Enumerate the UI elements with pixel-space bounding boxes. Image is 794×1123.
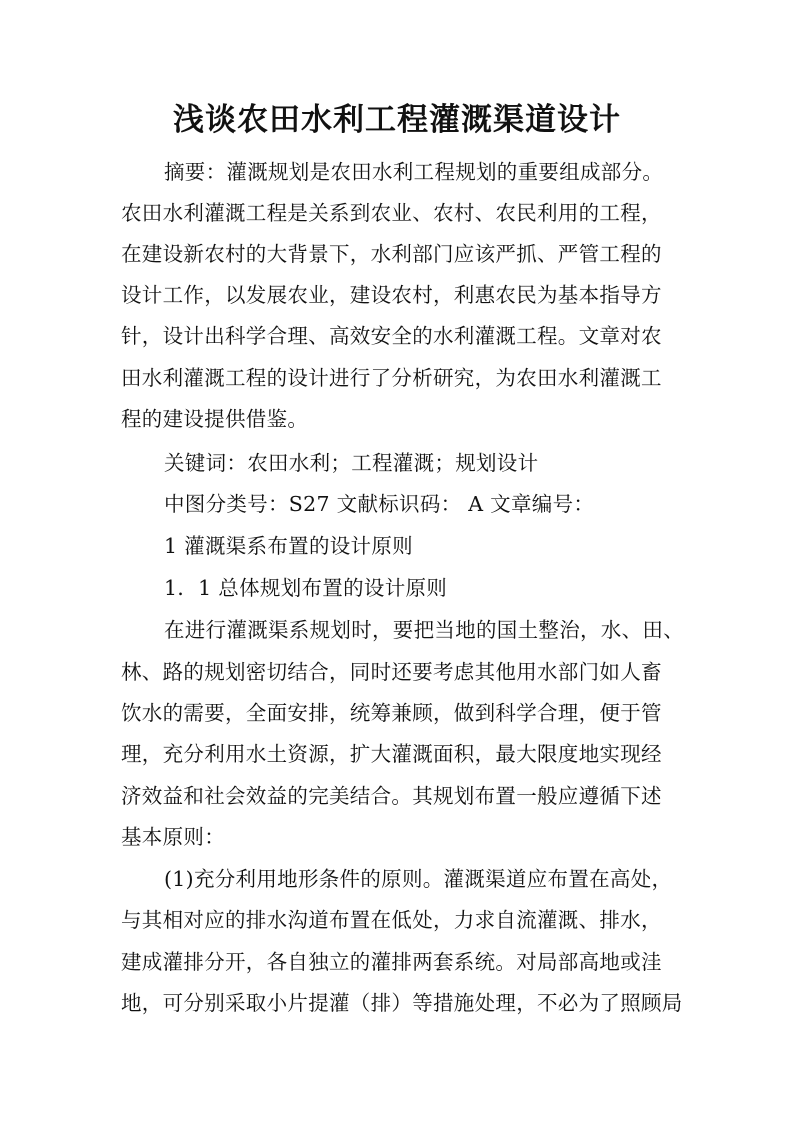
abstract-line: 程的建设提供借鉴。: [121, 407, 309, 431]
abstract-line: 摘要：灌溉规划是农田水利工程规划的重要组成部分。: [164, 160, 664, 184]
abstract-line: 农田水利灌溉工程是关系到农业、农村、农民利用的工程，: [121, 201, 662, 225]
body-line: 与其相对应的排水沟道布置在低处，力求自流灌溉、排水，: [121, 908, 662, 932]
body-line: 在进行灌溉渠系规划时，要把当地的国土整治，水、田、: [164, 618, 684, 642]
section-heading: 1 灌溉渠系布置的设计原则: [164, 534, 413, 558]
abstract-line: 设计工作，以发展农业，建设农村，利惠农民为基本指导方: [121, 283, 662, 307]
abstract-line: 在建设新农村的大背景下，水利部门应该严抓、严管工程的: [121, 242, 662, 266]
body-line: 地，可分别采取小片提灌（排）等措施处理，不必为了照顾局: [121, 991, 683, 1015]
classification-line: 中图分类号：S27 文献标识码： A 文章编号：: [164, 492, 595, 516]
subsection-heading: 1．1 总体规划布置的设计原则: [164, 576, 448, 600]
abstract-line: 田水利灌溉工程的设计进行了分析研究，为农田水利灌溉工: [121, 366, 662, 390]
body-line: 饮水的需要，全面安排，统筹兼顾，做到科学合理，便于管: [121, 701, 662, 725]
document-title: 浅谈农田水利工程灌溉渠道设计: [173, 102, 621, 138]
body-line: 建成灌排分开，各自独立的灌排两套系统。对局部高地或洼: [121, 950, 662, 974]
body-line: 基本原则：: [121, 825, 225, 849]
body-line: 理，充分利用水土资源，扩大灌溉面积，最大限度地实现经: [121, 742, 662, 766]
keywords-line: 关键词：农田水利；工程灌溉；规划设计: [164, 451, 539, 475]
body-line: 济效益和社会效益的完美结合。其规划布置一般应遵循下述: [121, 784, 662, 808]
body-line: 林、路的规划密切结合，同时还要考虑其他用水部门如人畜: [121, 660, 662, 684]
abstract-line: 针，设计出科学合理、高效安全的水利灌溉工程。文章对农: [121, 324, 662, 348]
body-line: (1)充分利用地形条件的原则。灌溉渠道应布置在高处，: [164, 867, 673, 891]
